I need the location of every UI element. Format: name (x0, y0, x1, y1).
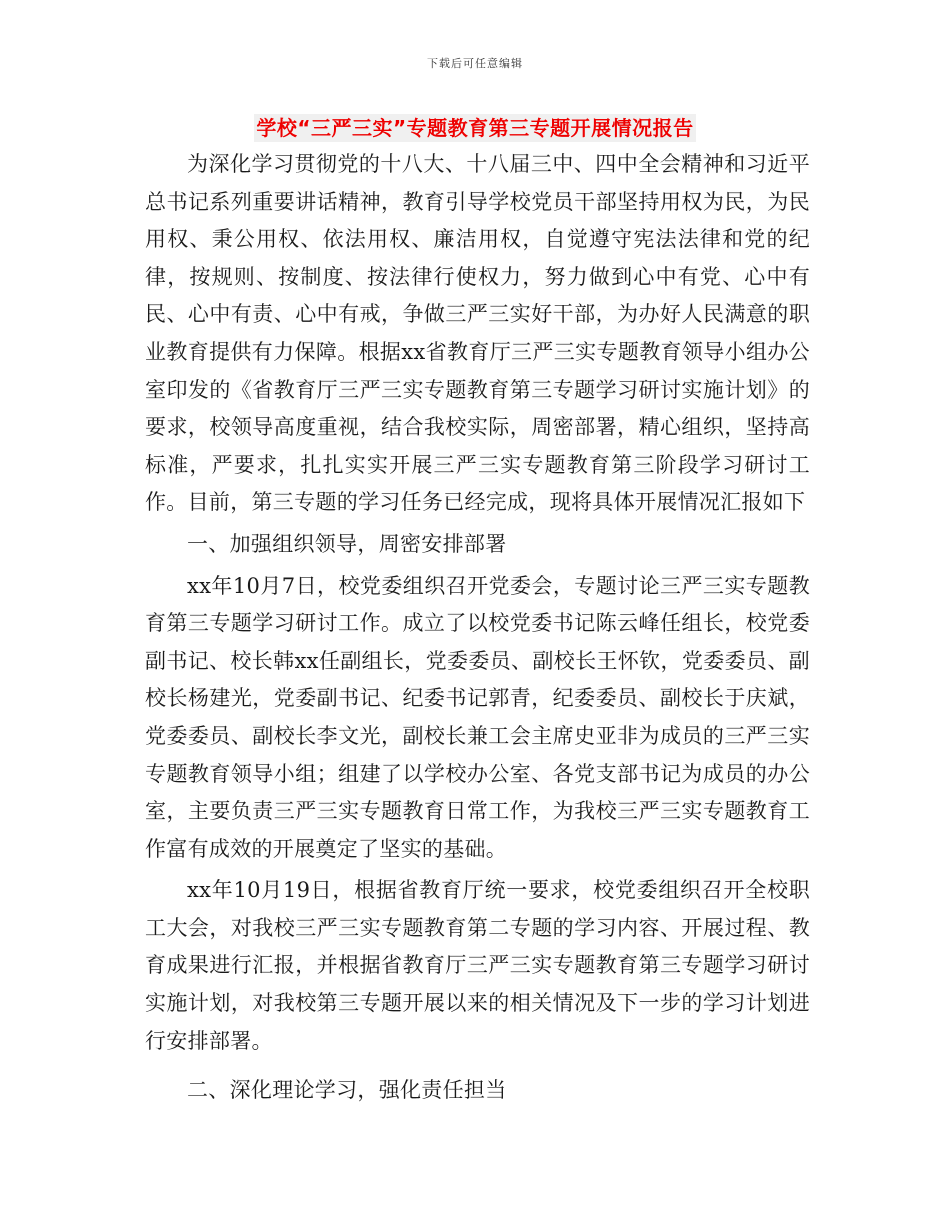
document-title: 学校“三严三实”专题教育第三专题开展情况报告 (256, 116, 694, 140)
document-body (145, 146, 810, 1110)
section-1-paragraph-1: xx年10月7日，校党委组织召开党委会，专题讨论三严三实专题教育第三专题学习研讨工作。成立了以校党委书记陈云峰任组长，校党委副书记、校长韩xx任副组长，党委委员、副校长王怀钦，党委委员、副校长杨建光，党委副书记、纪委书记郭青，纪委委员、副校长于庆斌，党委委员、副校长李文光，副校长兼工会主席史亚非为成员的三严三实专题教育领导小组；组建了以学校办公室、各党支部书记为成员的办公室，主要负责三严三实专题教育日常工作，为我校三严三实专题教育工作富有成效的开展奠定了坚实的基础。 (145, 573, 810, 861)
intro-paragraph: 为深化学习贯彻党的十八大、十八届三中、四中全会精神和习近平总书记系列重要讲话精神，教育引导学校党员干部坚持用权为民，为民用权、秉公用权、依法用权、廉洁用权，自觉遵守宪法法律和党的纪律，按规则、按制度、按法律行使权力，努力做到心中有党、心中有民、心中有责、心中有戒，争做三严三实好干部，为办好人民满意的职业教育提供有力保障。根据xx省教育厅三严三实专题教育领导小组办公室印发的《省教育厅三严三实专题教育第三专题学习研讨实施计划》的要求，校领导高度重视，结合我校实际，周密部署，精心组织，坚持高标准，严要求，扎扎实实开展三严三实专题教育第三阶段学习研讨工作。目前，第三专题的学习任务已经完成，现将具体开展情况汇报如下 (145, 152, 810, 515)
title-container (0, 114, 950, 142)
section-1-paragraph-2: xx年10月19日，根据省教育厅统一要求，校党委组织召开全校职工大会，对我校三严三实专题教育第二专题的学习内容、开展过程、教育成果进行汇报，并根据省教育厅三严三实专题教育第三专题学习研讨实施计划，对我校第三专题开展以来的相关情况及下一步的学习计划进行安排部署。 (145, 878, 810, 1053)
section-1-heading: 一、加强组织领导，周密安排部署 (187, 531, 507, 556)
header-note: 下载后可任意编辑 (427, 57, 523, 70)
section-2-heading: 二、深化理论学习，强化责任担当 (187, 1078, 507, 1103)
